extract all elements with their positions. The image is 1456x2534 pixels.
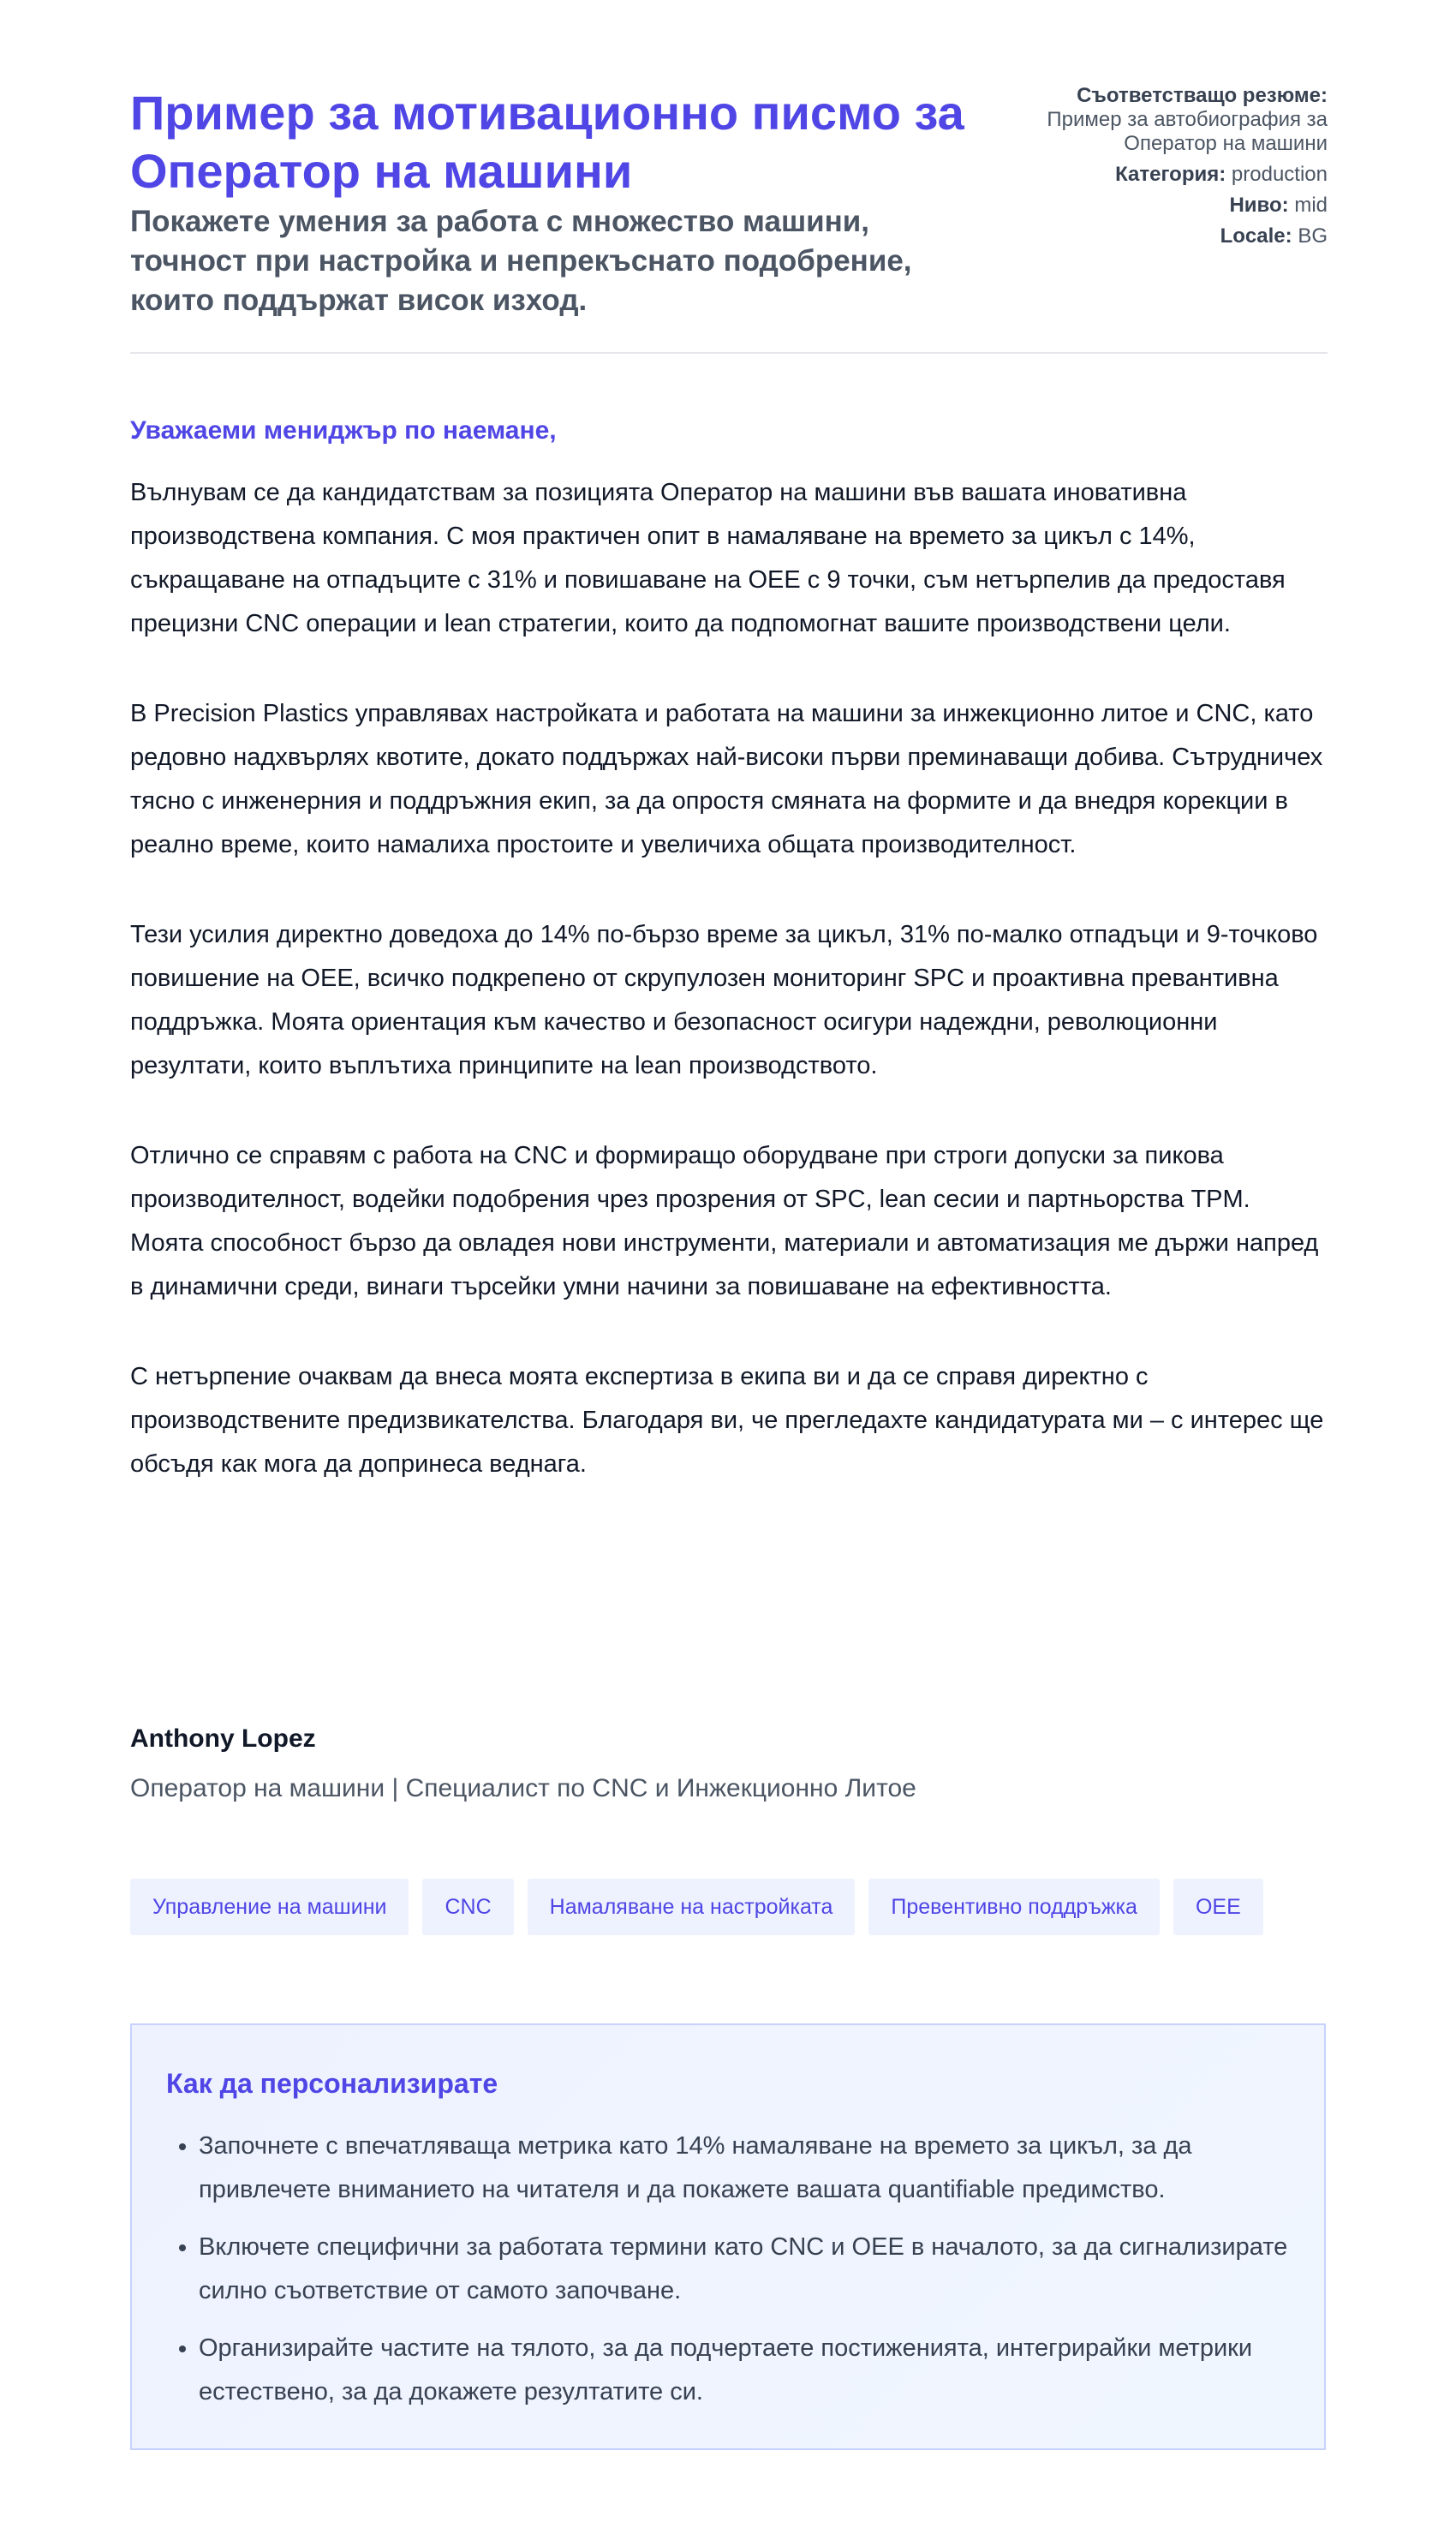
letter-paragraph: В Precision Plastics управлявах настройката и работата на машини за инжекционно литое и CNC, като редовно надхвърлях квотите, докато поддържах най-високи първи преминаващи добива. Сътрудничех тясно с инженерния и поддръжния екип, за да опростя смяната на формите и да внедря корекции в реално време, които намалиха простоите и увеличиха общата производителност. xyxy=(130,700,1323,858)
page-title: Пример за мотивационно писмо за Оператор на машини xyxy=(130,86,964,198)
meta-locale xyxy=(959,224,1328,248)
meta-locale-value: BG xyxy=(1298,224,1328,248)
letter-body xyxy=(130,409,1328,1533)
tip-item: • Организирайте частите на тялото, за да подчертаете постиженията, интегрирайки метрики естествено, за да докажете резултатите си. xyxy=(199,2327,1329,2414)
letter-paragraph: Вълнувам се да кандидатствам за позицията Оператор на машини във вашата иновативна производствена компания. С моя практичен опит в намаляване на времето за цикъл с 14%, съкращаване на отпадъците с 31% и повишаване на OEE с 9 точки, съм нетърпелив да предоставя прецизни CNC операции и lean стратегии, които да подпомогнат вашите производствени цели. xyxy=(130,479,1286,637)
letter-paragraph: Тези усилия директно доведоха до 14% по-бързо време за цикъл, 31% по-малко отпадъци и 9-точково повишение на OEE, всичко подкрепено от скрупулозен мониторинг SPC и проактивна превантивна поддръжка. Моята ориентация към качество и безопасност осигури надеждни, революционни резултати, които въплътиха принципите на lean производството. xyxy=(130,921,1318,1079)
meta-locale-label: Locale: xyxy=(1220,224,1292,248)
meta-resume-link[interactable]: Пример за автобиография за Оператор на машини xyxy=(1047,108,1328,155)
tip-item: • Започнете с впечатляваща метрика като 14% намаляване на времето за цикъл, за да привлечете вниманието на читателя и да покажете вашата quantifiable предимство. xyxy=(199,2125,1329,2212)
signature xyxy=(130,1718,1328,1810)
header xyxy=(130,84,1328,353)
letter-paragraph: Отлично се справям с работа на CNC и формиращо оборудване при строги допуски за пикова производителност, водейки подобрения чрез прозрения от SPC, lean сесии и партньорства TPM. Моята способност бързо да овладея нови инструменти, материали и автоматизация ме държи напред в динамични среди, винаги търсейки умни начини за повишаване на ефективността. xyxy=(130,1142,1319,1300)
meta-level-label: Ниво: xyxy=(1229,194,1289,217)
meta-category-value: production xyxy=(1231,163,1328,186)
meta-resume xyxy=(959,84,1328,156)
header-divider xyxy=(130,352,1328,354)
skill-tags xyxy=(130,1879,1263,1935)
page-subtitle: Покажете умения за работа с множество машини, точност при настройка и непрекъснато подобрение, които поддържат висок изход. xyxy=(130,205,912,317)
skill-tag[interactable]: Превентивно поддръжка xyxy=(868,1879,1160,1935)
personalize-tips-box xyxy=(130,2023,1326,2450)
letter-greeting: Уважаеми мениджър по наемане, xyxy=(130,416,557,445)
tip-item: • Включете специфични за работата термини като CNC и OEE в началото, за да сигнализирате силно съответствие от самото започване. xyxy=(199,2226,1329,2313)
meta-category-label: Категория: xyxy=(1115,163,1226,186)
skill-tag[interactable]: Намаляване на настройката xyxy=(528,1879,856,1935)
skill-tag[interactable]: CNC xyxy=(422,1879,513,1935)
meta-level xyxy=(959,194,1328,218)
signature-title: Оператор на машини | Специалист по CNC и Инжекционно Литое xyxy=(130,1774,916,1802)
signature-name: Anthony Lopez xyxy=(130,1724,316,1753)
letter-paragraph: С нетърпение очаквам да внеса моята експертиза в екипа ви и да се справя директно с производствените предизвикателства. Благодаря ви, че прегледахте кандидатурата ми – с интерес ще обсъдя как мога да допринеса веднага. xyxy=(130,1363,1324,1478)
skill-tag[interactable]: Управление на машини xyxy=(130,1879,409,1935)
meta-panel xyxy=(959,84,1328,255)
tips-title: Как да персонализирате xyxy=(166,2068,498,2099)
skill-tag[interactable]: OEE xyxy=(1173,1879,1263,1935)
meta-resume-label: Съответстващо резюме: xyxy=(1077,84,1328,107)
meta-level-value: mid xyxy=(1294,194,1328,217)
tips-list xyxy=(166,2125,1329,2428)
meta-category xyxy=(959,163,1328,187)
